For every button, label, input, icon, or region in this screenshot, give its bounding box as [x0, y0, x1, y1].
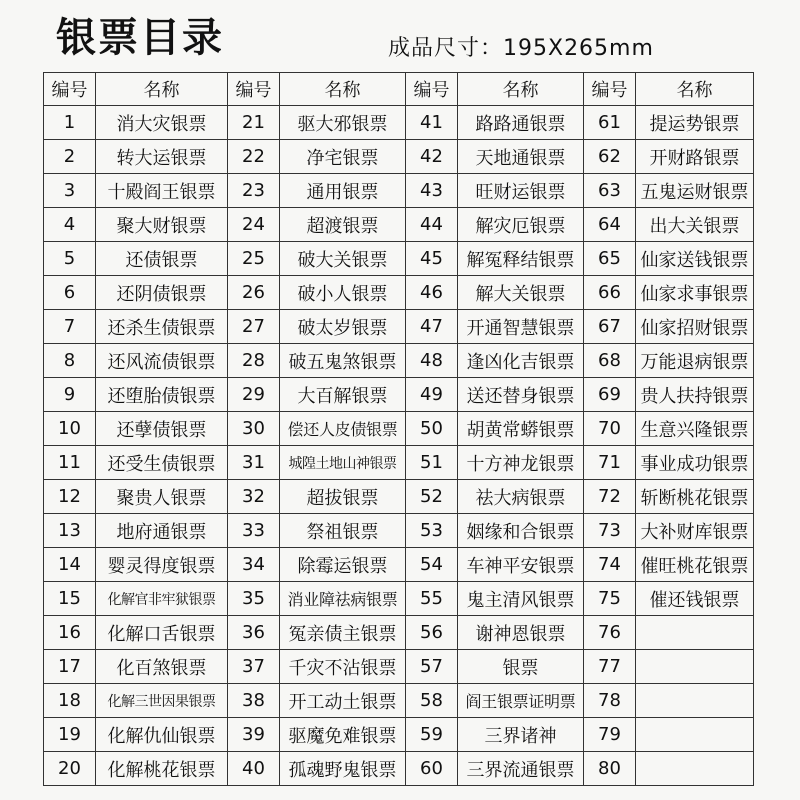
- item-name: 开工动土银票: [280, 684, 406, 718]
- item-number: 33: [228, 514, 280, 548]
- item-name: 开财路银票: [636, 140, 754, 174]
- item-number: 62: [584, 140, 636, 174]
- item-number: 39: [228, 718, 280, 752]
- item-name: 贵人扶持银票: [636, 378, 754, 412]
- item-name: 路路通银票: [458, 106, 584, 140]
- item-number: 54: [406, 548, 458, 582]
- item-name: 化解官非牢狱银票: [96, 582, 228, 616]
- item-number: 47: [406, 310, 458, 344]
- table-row: [44, 480, 754, 514]
- item-name: 仙家求事银票: [636, 276, 754, 310]
- item-number: 57: [406, 650, 458, 684]
- item-number: 2: [44, 140, 96, 174]
- item-number: 8: [44, 344, 96, 378]
- column-header-name: 名称: [280, 73, 406, 106]
- item-number: 32: [228, 480, 280, 514]
- item-number: 22: [228, 140, 280, 174]
- item-name: [636, 616, 754, 650]
- item-number: 10: [44, 412, 96, 446]
- item-number: 70: [584, 412, 636, 446]
- item-name: [636, 650, 754, 684]
- item-name: 驱大邪银票: [280, 106, 406, 140]
- item-name: 破五鬼煞银票: [280, 344, 406, 378]
- item-name: 净宅银票: [280, 140, 406, 174]
- item-number: 78: [584, 684, 636, 718]
- item-name: 化解桃花银票: [96, 752, 228, 786]
- item-name: 祛大病银票: [458, 480, 584, 514]
- item-name: 还受生债银票: [96, 446, 228, 480]
- table-row: [44, 548, 754, 582]
- item-name: 化解仇仙银票: [96, 718, 228, 752]
- table-row: [44, 344, 754, 378]
- item-number: 50: [406, 412, 458, 446]
- item-name: 出大关银票: [636, 208, 754, 242]
- table-row: [44, 310, 754, 344]
- item-name: [636, 752, 754, 786]
- item-name: 大百解银票: [280, 378, 406, 412]
- table-row: [44, 446, 754, 480]
- item-name: 十殿阎王银票: [96, 174, 228, 208]
- header: [0, 0, 800, 72]
- item-name: 超渡银票: [280, 208, 406, 242]
- table-row: [44, 514, 754, 548]
- item-number: 27: [228, 310, 280, 344]
- item-number: 9: [44, 378, 96, 412]
- item-number: 36: [228, 616, 280, 650]
- item-number: 61: [584, 106, 636, 140]
- item-name: 破大关银票: [280, 242, 406, 276]
- item-name: 送还替身银票: [458, 378, 584, 412]
- table-row: [44, 140, 754, 174]
- column-header-number: 编号: [406, 73, 458, 106]
- table-row: [44, 208, 754, 242]
- item-number: 26: [228, 276, 280, 310]
- item-name: 姻缘和合银票: [458, 514, 584, 548]
- item-name: 聚大财银票: [96, 208, 228, 242]
- item-name: 冤亲债主银票: [280, 616, 406, 650]
- item-number: 77: [584, 650, 636, 684]
- item-number: 49: [406, 378, 458, 412]
- item-number: 21: [228, 106, 280, 140]
- item-name: 除霉运银票: [280, 548, 406, 582]
- item-number: 15: [44, 582, 96, 616]
- item-name: 破小人银票: [280, 276, 406, 310]
- item-number: 66: [584, 276, 636, 310]
- item-number: 53: [406, 514, 458, 548]
- item-name: 聚贵人银票: [96, 480, 228, 514]
- table-row: [44, 378, 754, 412]
- item-name: 万能退病银票: [636, 344, 754, 378]
- item-number: 74: [584, 548, 636, 582]
- item-name: 三界诸神: [458, 718, 584, 752]
- item-name: 驱魔免难银票: [280, 718, 406, 752]
- item-number: 1: [44, 106, 96, 140]
- item-number: 69: [584, 378, 636, 412]
- item-number: 80: [584, 752, 636, 786]
- item-name: 车神平安银票: [458, 548, 584, 582]
- item-name: 偿还人皮债银票: [280, 412, 406, 446]
- item-number: 3: [44, 174, 96, 208]
- item-name: [636, 718, 754, 752]
- column-header-number: 编号: [584, 73, 636, 106]
- item-name: 城隍土地山神银票: [280, 446, 406, 480]
- column-header-name: 名称: [458, 73, 584, 106]
- item-name: 化百煞银票: [96, 650, 228, 684]
- item-number: 41: [406, 106, 458, 140]
- item-number: 19: [44, 718, 96, 752]
- item-number: 60: [406, 752, 458, 786]
- table-row: [44, 174, 754, 208]
- item-name: 生意兴隆银票: [636, 412, 754, 446]
- item-name: 五鬼运财银票: [636, 174, 754, 208]
- item-name: 提运势银票: [636, 106, 754, 140]
- item-name: 还债银票: [96, 242, 228, 276]
- column-header-number: 编号: [44, 73, 96, 106]
- item-number: 46: [406, 276, 458, 310]
- item-name: 银票: [458, 650, 584, 684]
- item-number: 7: [44, 310, 96, 344]
- item-number: 35: [228, 582, 280, 616]
- item-number: 17: [44, 650, 96, 684]
- item-number: 56: [406, 616, 458, 650]
- item-number: 34: [228, 548, 280, 582]
- item-name: 孤魂野鬼银票: [280, 752, 406, 786]
- table-row: [44, 684, 754, 718]
- item-number: 18: [44, 684, 96, 718]
- item-number: 51: [406, 446, 458, 480]
- table-row: [44, 106, 754, 140]
- item-name: 催还钱银票: [636, 582, 754, 616]
- item-number: 44: [406, 208, 458, 242]
- item-number: 29: [228, 378, 280, 412]
- table-row: [44, 752, 754, 786]
- item-name: 祭祖银票: [280, 514, 406, 548]
- item-number: 23: [228, 174, 280, 208]
- item-number: 52: [406, 480, 458, 514]
- item-number: 65: [584, 242, 636, 276]
- item-number: 63: [584, 174, 636, 208]
- item-name: 逢凶化吉银票: [458, 344, 584, 378]
- item-name: 斩断桃花银票: [636, 480, 754, 514]
- item-name: 通用银票: [280, 174, 406, 208]
- item-name: 旺财运银票: [458, 174, 584, 208]
- item-name: 还阴债银票: [96, 276, 228, 310]
- item-name: 婴灵得度银票: [96, 548, 228, 582]
- size-label: 成品尺寸：195X265mm: [388, 36, 654, 61]
- item-name: 化解三世因果银票: [96, 684, 228, 718]
- item-name: 解灾厄银票: [458, 208, 584, 242]
- item-number: 42: [406, 140, 458, 174]
- item-name: 还孽债银票: [96, 412, 228, 446]
- item-name: 破太岁银票: [280, 310, 406, 344]
- item-name: 鬼主清风银票: [458, 582, 584, 616]
- item-number: 72: [584, 480, 636, 514]
- item-name: 解大关银票: [458, 276, 584, 310]
- column-header-name: 名称: [96, 73, 228, 106]
- item-number: 4: [44, 208, 96, 242]
- table-row: [44, 650, 754, 684]
- item-number: 71: [584, 446, 636, 480]
- item-number: 64: [584, 208, 636, 242]
- page-title: 银票目录: [56, 15, 224, 61]
- column-header-number: 编号: [228, 73, 280, 106]
- item-number: 68: [584, 344, 636, 378]
- item-name: 仙家送钱银票: [636, 242, 754, 276]
- item-number: 76: [584, 616, 636, 650]
- item-number: 6: [44, 276, 96, 310]
- item-number: 37: [228, 650, 280, 684]
- item-name: 超拔银票: [280, 480, 406, 514]
- item-name: 事业成功银票: [636, 446, 754, 480]
- item-name: 催旺桃花银票: [636, 548, 754, 582]
- item-name: 仙家招财银票: [636, 310, 754, 344]
- item-number: 5: [44, 242, 96, 276]
- item-name: 三界流通银票: [458, 752, 584, 786]
- item-name: 消大灾银票: [96, 106, 228, 140]
- item-number: 75: [584, 582, 636, 616]
- item-name: 千灾不沾银票: [280, 650, 406, 684]
- item-number: 24: [228, 208, 280, 242]
- item-name: 地府通银票: [96, 514, 228, 548]
- item-name: 天地通银票: [458, 140, 584, 174]
- column-header-name: 名称: [636, 73, 754, 106]
- item-number: 55: [406, 582, 458, 616]
- item-number: 40: [228, 752, 280, 786]
- item-name: 还风流债银票: [96, 344, 228, 378]
- item-number: 79: [584, 718, 636, 752]
- table-row: [44, 412, 754, 446]
- item-name: 转大运银票: [96, 140, 228, 174]
- item-name: 谢神恩银票: [458, 616, 584, 650]
- table-row: [44, 582, 754, 616]
- item-number: 48: [406, 344, 458, 378]
- item-number: 14: [44, 548, 96, 582]
- table-row: [44, 718, 754, 752]
- item-name: 化解口舌银票: [96, 616, 228, 650]
- item-name: 解冤释结银票: [458, 242, 584, 276]
- item-name: 十方神龙银票: [458, 446, 584, 480]
- item-name: [636, 684, 754, 718]
- table-header-row: [44, 73, 754, 106]
- item-number: 38: [228, 684, 280, 718]
- item-name: 消业障祛病银票: [280, 582, 406, 616]
- item-name: 胡黄常蟒银票: [458, 412, 584, 446]
- item-number: 45: [406, 242, 458, 276]
- table-row: [44, 276, 754, 310]
- item-number: 43: [406, 174, 458, 208]
- item-number: 13: [44, 514, 96, 548]
- item-number: 11: [44, 446, 96, 480]
- table-row: [44, 616, 754, 650]
- item-number: 28: [228, 344, 280, 378]
- table-row: [44, 242, 754, 276]
- item-name: 大补财库银票: [636, 514, 754, 548]
- item-number: 73: [584, 514, 636, 548]
- item-name: 还杀生债银票: [96, 310, 228, 344]
- item-name: 还堕胎债银票: [96, 378, 228, 412]
- catalog-table: [43, 72, 754, 786]
- item-number: 67: [584, 310, 636, 344]
- item-name: 阎王银票证明票: [458, 684, 584, 718]
- item-number: 16: [44, 616, 96, 650]
- item-number: 30: [228, 412, 280, 446]
- item-number: 59: [406, 718, 458, 752]
- item-number: 25: [228, 242, 280, 276]
- item-number: 58: [406, 684, 458, 718]
- item-number: 31: [228, 446, 280, 480]
- item-number: 20: [44, 752, 96, 786]
- item-number: 12: [44, 480, 96, 514]
- catalog-body: [44, 106, 754, 786]
- item-name: 开通智慧银票: [458, 310, 584, 344]
